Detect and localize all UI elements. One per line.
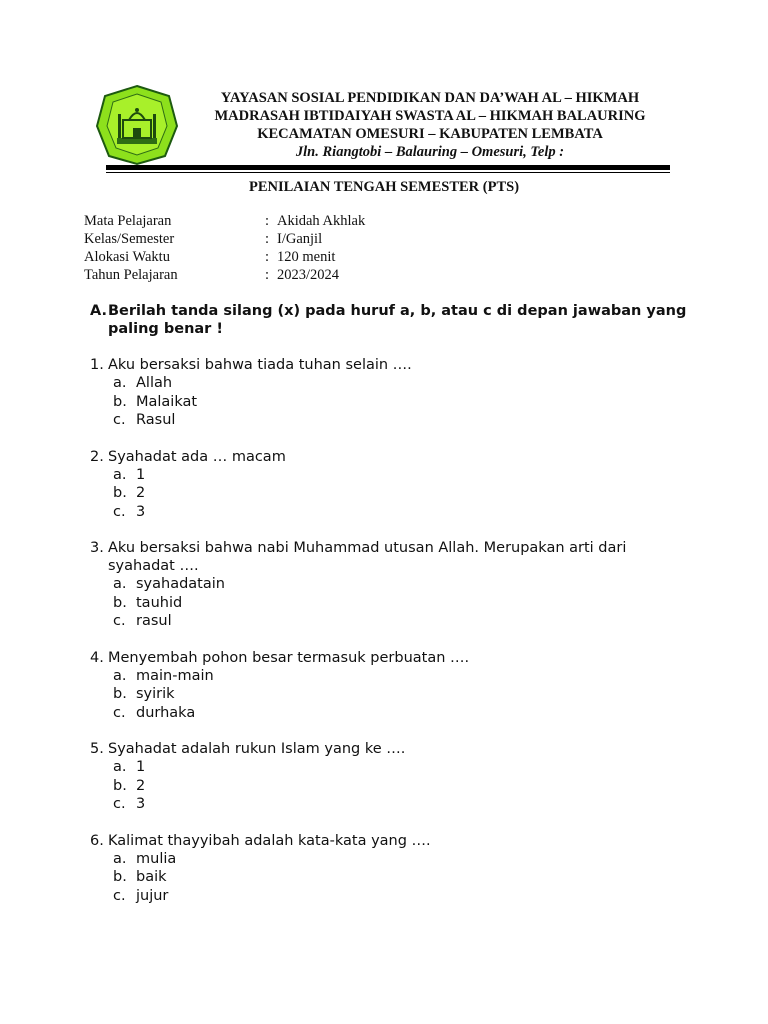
option-key: a. (113, 667, 127, 684)
question-number: 6. (90, 832, 104, 849)
option-text: Rasul (136, 412, 176, 428)
option-key: b. (113, 686, 127, 702)
option-text: syirik (136, 686, 175, 702)
option-text: jujur (136, 887, 169, 904)
info-label: Alokasi Waktu (84, 249, 170, 265)
option-key: c. (113, 796, 126, 812)
option-key: c. (113, 503, 126, 520)
option-key: a. (113, 466, 127, 483)
answer-option[interactable] (90, 575, 690, 594)
option-key: c. (113, 887, 126, 904)
option-text: main-main (136, 667, 214, 684)
district-name: KECAMATAN OMESURI – KABUPATEN LEMBATA (257, 126, 603, 142)
answer-option[interactable] (90, 758, 690, 777)
option-text: 2 (136, 485, 146, 501)
option-key: b. (113, 777, 127, 794)
school-name: MADRASAH IBTIDAIYAH SWASTA AL – HIKMAH BALAURING (214, 108, 646, 124)
answer-option[interactable] (90, 503, 690, 522)
question (90, 448, 690, 522)
info-label: Mata Pelajaran (84, 213, 172, 229)
answer-option[interactable] (90, 887, 690, 906)
info-value: 120 menit (277, 249, 336, 265)
answer-option[interactable] (90, 685, 690, 704)
answer-option[interactable] (90, 850, 690, 869)
info-separator: : (265, 213, 270, 229)
option-key: c. (113, 704, 126, 721)
option-key: b. (113, 594, 127, 611)
answer-option[interactable] (90, 795, 690, 814)
option-key: b. (113, 485, 127, 501)
answer-option[interactable] (90, 484, 690, 503)
question-number: 5. (90, 741, 104, 757)
option-text: 1 (136, 466, 146, 483)
info-value: I/Ganjil (277, 231, 323, 247)
option-key: a. (113, 375, 127, 391)
option-text: Malaikat (136, 393, 198, 410)
info-label: Kelas/Semester (84, 231, 175, 247)
instruction-text: Berilah tanda silang (x) pada huruf a, b, atau c di depan jawaban yang paling benar ! (108, 303, 687, 337)
option-text: Allah (136, 375, 173, 391)
question-list (90, 356, 690, 923)
answer-option[interactable] (90, 466, 690, 485)
question-number: 3. (90, 540, 104, 556)
info-value: Akidah Akhlak (277, 213, 366, 229)
answer-option[interactable] (90, 704, 690, 723)
school-address: Jln. Riangtobi – Balauring – Omesuri, Telp : (295, 144, 565, 160)
option-text: rasul (136, 613, 172, 629)
option-text: mulia (136, 850, 177, 867)
letterhead-divider (106, 165, 670, 170)
option-text: 1 (136, 759, 146, 775)
info-value: 2023/2024 (277, 267, 340, 283)
answer-option[interactable] (90, 777, 690, 796)
option-text: durhaka (136, 704, 196, 721)
option-text: tauhid (136, 594, 183, 611)
option-text: 3 (136, 503, 146, 520)
question-number: 4. (90, 649, 104, 666)
option-text: 3 (136, 796, 146, 812)
question-number: 1. (90, 357, 104, 373)
option-key: a. (113, 850, 127, 867)
question-text: Menyembah pohon besar termasuk perbuatan …. (108, 649, 470, 666)
section-letter: A. (90, 303, 107, 319)
info-label: Tahun Pelajaran (84, 267, 178, 283)
answer-option[interactable] (90, 411, 690, 430)
letterhead (180, 89, 680, 161)
question-text: Syahadat adalah rukun Islam yang ke …. (108, 741, 406, 757)
question (90, 832, 690, 906)
section-instruction (90, 302, 690, 338)
option-key: b. (113, 869, 127, 885)
answer-option[interactable] (90, 612, 690, 631)
option-key: a. (113, 576, 127, 592)
info-separator: : (265, 231, 270, 247)
option-key: b. (113, 393, 127, 410)
question-text: Kalimat thayyibah adalah kata-kata yang …. (108, 832, 431, 849)
option-text: 2 (136, 777, 146, 794)
question-number: 2. (90, 448, 104, 465)
foundation-name: YAYASAN SOSIAL PENDIDIKAN DAN DA’WAH AL – HIKMAH (220, 90, 640, 106)
exam-title: PENILAIAN TENGAH SEMESTER (PTS) (248, 179, 520, 195)
info-separator: : (265, 249, 270, 265)
question-text: Aku bersaksi bahwa tiada tuhan selain …. (108, 357, 412, 373)
answer-option[interactable] (90, 594, 690, 613)
answer-option[interactable] (90, 374, 690, 393)
question (90, 356, 690, 430)
option-key: c. (113, 412, 126, 428)
info-separator: : (265, 267, 270, 283)
question (90, 539, 690, 631)
question-text: Aku bersaksi bahwa nabi Muhammad utusan Allah. Merupakan arti dari syahadat …. (108, 540, 627, 574)
answer-option[interactable] (90, 868, 690, 887)
question (90, 740, 690, 814)
letterhead-divider-thin (106, 172, 670, 173)
option-key: c. (113, 613, 126, 629)
school-emblem-icon (95, 84, 179, 166)
option-key: a. (113, 759, 127, 775)
question (90, 649, 690, 723)
option-text: syahadatain (136, 576, 225, 592)
question-text: Syahadat ada … macam (108, 448, 286, 465)
answer-option[interactable] (90, 667, 690, 686)
option-text: baik (136, 869, 167, 885)
answer-option[interactable] (90, 393, 690, 412)
